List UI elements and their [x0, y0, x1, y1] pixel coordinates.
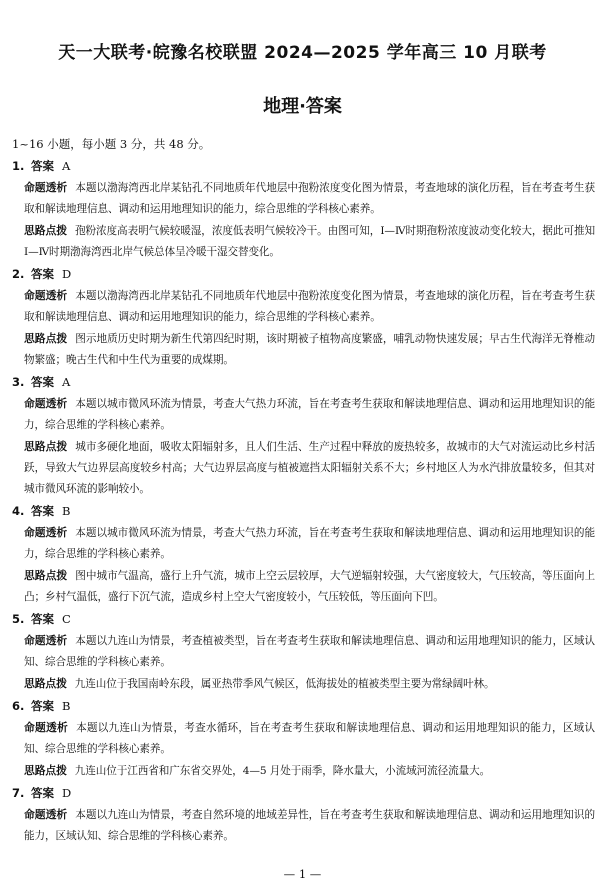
question-number: 1.: [12, 159, 25, 173]
analysis-paragraph: [24, 630, 595, 673]
analysis-text: 本题以九连山为情景，考查水循环，旨在考查考生获取和解读地理信息、调动和运用地理知识的能力，区域认知、综合思维的学科核心素养。: [24, 722, 595, 755]
answer-label: 答案: [31, 786, 55, 800]
page-number: — 1 —: [283, 867, 322, 881]
answer-value: A: [62, 159, 71, 173]
question-number: 7.: [12, 786, 25, 800]
answer-line: [12, 782, 595, 804]
analysis-paragraph: [24, 717, 595, 760]
answer-value: C: [62, 612, 71, 626]
answer-value: D: [62, 786, 72, 800]
answer-value: D: [62, 267, 72, 281]
hint-paragraph: [24, 565, 595, 608]
hint-label: 思路点拨: [24, 764, 67, 777]
analysis-paragraph: [24, 285, 595, 328]
analysis-text: 本题以渤海湾西北岸某钻孔不同地质年代地层中孢粉浓度变化图为情景，考查地球的演化历程，旨在考查考生获取和解读地理信息、调动和运用地理知识的能力，综合思维的学科核心素养。: [24, 182, 595, 215]
answer-value: B: [62, 699, 71, 713]
question-block-5: [12, 608, 595, 695]
hint-paragraph: [24, 673, 595, 695]
answer-label: 答案: [31, 375, 55, 389]
answer-line: [12, 263, 595, 285]
answer-line: [12, 500, 595, 522]
answer-line: [12, 155, 595, 177]
analysis-label: 命题透析: [24, 808, 68, 821]
question-block-2: [12, 263, 595, 371]
hint-text: 图中城市气温高，盛行上升气流，城市上空云层较厚，大气逆辐射较强，大气密度较大，气压较高，等压面向上凸；乡村气温低，盛行下沉气流，造成乡村上空大气密度较小，气压较低，等压面向下凹。: [24, 570, 595, 603]
question-block-3: [12, 371, 595, 500]
question-block-7: [12, 782, 595, 847]
hint-text: 城市多硬化地面，吸收太阳辐射多，且人们生活、生产过程中释放的废热较多，故城市的大气对流运动比乡村活跃，导致大气边界层高度较乡村高；大气边界层高度与植被遮挡太阳辐射关系不大；乡村地区人为水汽排放量较多，但其对城市微风环流的影响较小。: [24, 441, 595, 495]
analysis-paragraph: [24, 393, 595, 436]
hint-label: 思路点拨: [24, 332, 68, 345]
question-number: 2.: [12, 267, 25, 281]
analysis-label: 命题透析: [24, 526, 68, 539]
answer-line: [12, 695, 595, 717]
answer-line: [12, 608, 595, 630]
hint-label: 思路点拨: [24, 677, 67, 690]
hint-label: 思路点拨: [24, 440, 68, 453]
question-number: 3.: [12, 375, 25, 389]
hint-text: 九连山位于我国南岭东段，属亚热带季风气候区，低海拔处的植被类型主要为常绿阔叶林。: [74, 678, 495, 690]
exam-title: 天一大联考·皖豫名校联盟 2024—2025 学年高三 10 月联考: [58, 43, 547, 63]
analysis-text: 本题以九连山为情景，考查自然环境的地域差异性，旨在考查考生获取和解读地理信息、调动和运用地理知识的能力，区域认知、综合思维的学科核心素养。: [24, 809, 595, 842]
subject-title: 地理·答案: [263, 96, 342, 117]
question-block-6: [12, 695, 595, 782]
analysis-text: 本题以城市微风环流为情景，考查大气热力环流，旨在考查考生获取和解读地理信息、调动和运用地理知识的能力，综合思维的学科核心素养。: [24, 527, 595, 560]
question-block-4: [12, 500, 595, 608]
analysis-paragraph: [24, 177, 595, 220]
answer-label: 答案: [31, 267, 55, 281]
question-number: 5.: [12, 612, 25, 626]
hint-paragraph: [24, 436, 595, 500]
answer-line: [12, 371, 595, 393]
answer-value: A: [62, 375, 71, 389]
analysis-text: 本题以渤海湾西北岸某钻孔不同地质年代地层中孢粉浓度变化图为情景，考查地球的演化历程，旨在考查考生获取和解读地理信息、调动和运用地理知识的能力，综合思维的学科核心素养。: [24, 290, 595, 323]
answer-label: 答案: [31, 159, 55, 173]
hint-text: 九连山位于江西省和广东省交界处，4—5 月处于雨季，降水量大，小流域河流径流量大。: [74, 765, 491, 777]
analysis-label: 命题透析: [24, 721, 69, 734]
hint-text: 孢粉浓度高表明气候较暖湿，浓度低表明气候较冷干。由图可知，Ⅰ—Ⅳ时期孢粉浓度波动变化较大，据此可推知Ⅰ—Ⅳ时期渤海湾西北岸气候总体呈冷暖干湿交替变化。: [24, 225, 595, 258]
analysis-label: 命题透析: [24, 397, 68, 410]
hint-paragraph: [24, 220, 595, 263]
analysis-label: 命题透析: [24, 181, 68, 194]
hint-paragraph: [24, 760, 595, 782]
hint-text: 图示地质历史时期为新生代第四纪时期，该时期被子植物高度繁盛，哺乳动物快速发展；早古生代海洋无脊椎动物繁盛；晚古生代和中生代为重要的成煤期。: [24, 333, 595, 366]
analysis-text: 本题以九连山为情景，考查植被类型，旨在考查考生获取和解读地理信息、调动和运用地理知识的能力，区域认知、综合思维的学科核心素养。: [24, 635, 595, 668]
answer-label: 答案: [31, 699, 55, 713]
answer-content: [12, 133, 595, 847]
scoring-note: 1~16 小题，每小题 3 分，共 48 分。: [12, 137, 211, 151]
analysis-paragraph: [24, 804, 595, 847]
hint-label: 思路点拨: [24, 569, 68, 582]
analysis-label: 命题透析: [24, 634, 68, 647]
hint-paragraph: [24, 328, 595, 371]
hint-label: 思路点拨: [24, 224, 67, 237]
question-number: 4.: [12, 504, 25, 518]
answer-value: B: [62, 504, 71, 518]
analysis-paragraph: [24, 522, 595, 565]
answer-label: 答案: [31, 504, 55, 518]
question-number: 6.: [12, 699, 25, 713]
answer-label: 答案: [31, 612, 55, 626]
question-block-1: [12, 155, 595, 263]
analysis-text: 本题以城市微风环流为情景，考查大气热力环流，旨在考查考生获取和解读地理信息、调动和运用地理知识的能力，综合思维的学科核心素养。: [24, 398, 595, 431]
analysis-label: 命题透析: [24, 289, 68, 302]
